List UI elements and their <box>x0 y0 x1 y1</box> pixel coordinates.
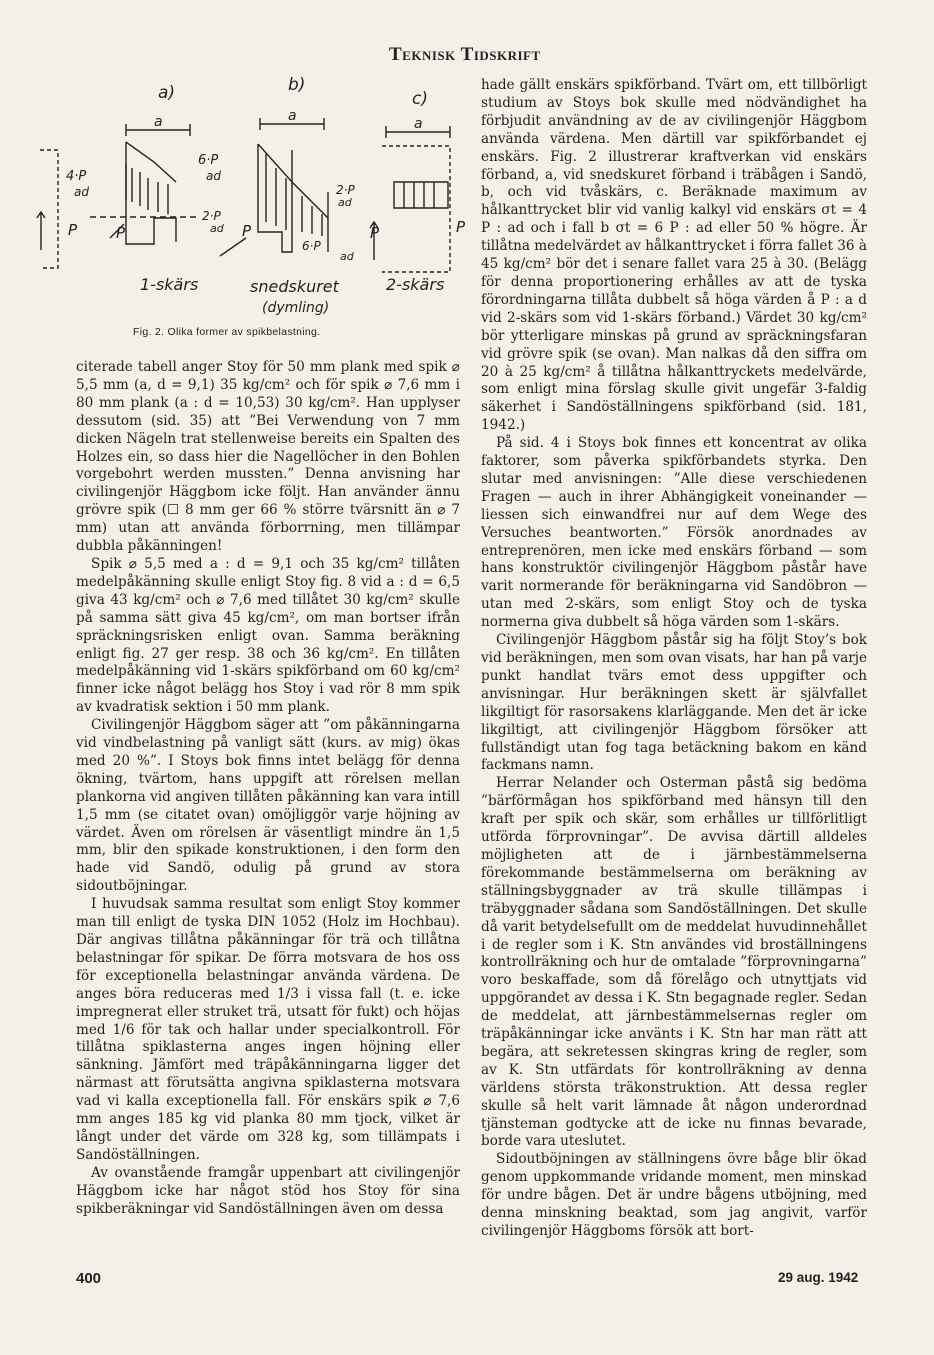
page-number: 400 <box>76 1270 102 1287</box>
load-mid2-den: ad <box>210 222 224 235</box>
label-two-shear: 2-skärs <box>386 275 445 294</box>
force-p-b: P <box>242 222 252 240</box>
figure-caption: Fig. 2. Olika former av spikbelastning. <box>133 326 321 338</box>
left-paragraph: Spik ⌀ 5,5 med a : d = 9,1 och 35 kg/cm² tillåten medelpåkänning skulle enligt Stoy fig. 8 vid a : d = 6,5 giva 43 kg/cm² och ⌀ 7,6 med tillåtet 30 kg/cm² skulle på samma sätt giva 45 kg/cm², om man bortser ifrån spräckningsrisken enligt ovan. Samma beräkning enligt fig. 27 ger resp. 38 och 36 kg/cm². En tillåten medelpåkänning vid 1-skärs spikförband om 60 kg/cm² finner icke något belägg hos Stoy i vad rör 8 mm spik av kvadratisk sektion i 50 mm plank. <box>76 555 460 716</box>
force-diagram <box>30 72 475 327</box>
right-paragraph: Civilingenjör Häggbom påstår sig ha följt Stoy’s bok vid beräkningen, men som ovan visats, har han på varje punkt handlat tvärs emot dess uppgifter och anvisningar. Hur beräkningen skett är självfallet likgiltigt för rasorsakens klarläggande. Men det är icke likgiltigt, att civilingenjör Häggbom försöker att fullständigt utan fog taga betäckning bakom en känd fackmans namn. <box>481 632 867 774</box>
panel-label-c: c) <box>412 89 428 109</box>
label-slanted-sub: (dymling) <box>262 300 330 316</box>
right-paragraph: Sidoutböjningen av ställningens övre båge blir ökad genom uppkommande vridande moment, men minskad för undre bågen. Det är undre bågens utböjning, med denna minskning beaktad, som jag angivit, varför civilingenjör Häggboms försök att bort- <box>481 1151 867 1239</box>
force-p-left: P <box>68 221 78 239</box>
label-one-shear: 1-skärs <box>140 275 199 294</box>
left-paragraph: I huvudsak samma resultat som enligt Stoy kommer man till enligt de tyska DIN 1052 (Holz im Hochbau). Där angivas tillåtna påkänningar för trä och tillåtna belastningar för spikar. De förra motsvara de hos oss för exceptionella belastningar använda värdena. De anges böra reduceras med 1/3 i vissa fall (t. e. icke impregnerat eller struket trä, utsatt för fukt) och höjas med 1/6 för tak och hallar under specialkontroll. För tillåtna spiklasterna anges ingen höjning eller sänkning. Jämfört med träpåkänningarna ligger det närmast att förutsätta angivna spiklasterna motsvara vad vi kalla exceptionella fall. För enskärs spik ⌀ 7,6 mm anges 185 kg vid planka 80 mm tjock, vilket är långt under det värde om 328 kg, som tillämpats i Sandöställningen. <box>76 896 460 1163</box>
issue-date: 29 aug. 1942 <box>778 1270 859 1285</box>
dim-a-label: a <box>154 114 163 130</box>
right-paragraph: hade gällt enskärs spikförband. Tvärt om, ett tillbörligt studium av Stoys bok skulle med nödvändighet ha förbjudit användning av de av civilingenjör Häggbom använda värdena. Men därtill var spikförbandet ej enskärs. Fig. 2 illustrerar kraftverkan vid enskärs förband, a, vid snedskuret förband i träbågen i Sandö, b, och vid tvåskärs, c. Beräknade maximum av hålkanttrycket blir vid vanlig kalkyl vid enskärs σt = 4 P : ad och i fall b σt = 6 P : ad eller 50 % högre. Är tillåtna medelvärdet av hålkanttrycket i förra fallet 36 à 45 kg/cm² bör det i senare fallet vara 25 à 30. (Belägg för denna proportionering erhålles av att de tyska förordningarna tillåta dubbelt så höga värden å P : a d vid 2-skärs som vid 1-skärs förband.) Värdet 30 kg/cm² bör ytterligare minskas på grund av spräckningsfaran vid grövre spik (se ovan). Man nalkas då den siffra om 20 à 25 kg/cm² å tillåtna hålkanttryckets medelvärde, som enligt mina förslag skulle givit ungefär 3-faldig säkerhet i Sandöställningens spikförband (sid. 181, 1942.) <box>481 77 867 434</box>
right-paragraph: Herrar Nelander och Osterman påstå sig bedöma ”bärförmågan hos spikförband med hänsyn till den kraft per spik och skär, som erhålles ur tillförlitligt utförda förprovningar”. De avvisa därtill alldeles möjligheten att de i järnbestämmelserna förekommande bestämmelserna om beräkning av ställningsbyggnader av trä skulle tillämpas i träbyggnader sådana som Sandöställningen. Det skulle då varit betydelsefullt om de meddelat huvudinnehållet i de regler som i K. Stn användes vid broställningens kontrollräkning och hur de omtalade ”förprovningarna” voro beskaffade, som då förelågo och utnyttjats vid uppgörandet av dessa i K. Stn begagnade regler. Sedan de meddelat, att järnbestämmelsernas regler om träpåkänningar icke använts i K. Stn har man rätt att begära, att sekretessen skingras kring de regler, som av K. Stn utfärdats för kontrollräkning av denna världens största träkonstruktion. Att dessa regler skulle så helt varit lämnade åt någon underordnad tjänsteman godtycke att de icke nu finnas bevarade, borde vara uteslutet. <box>481 775 867 1150</box>
load-mid-den: ad <box>206 169 221 183</box>
load-mid-num: 6·P <box>198 153 219 168</box>
journal-header: Teknisk Tidskrift <box>389 44 541 65</box>
load-c-num: 2·P <box>336 183 355 197</box>
force-p-a: P <box>116 224 126 242</box>
left-paragraph: Civilingenjör Häggbom säger att ”om påkänningarna vid vindbelastning på vanligt sätt (kurs. av mig) ökas med 20 %”. I Stoys bok finns intet belägg för denna ökning, tvärtom, hans uppgift att rörelsen mellan plankorna vid angiven tillåten påkänning kan vara intill 1,5 mm (se citatet ovan) omöjliggör varje höjning av värdet. Även om rörelsen är väsentligt mindre än 1,5 mm, blir den spikade konstruktionen, i den form den hade vid Sandö, odulig på grund av stora sidoutböjningar. <box>76 717 460 895</box>
load-mid2-num: 2·P <box>202 209 221 223</box>
left-paragraph: citerade tabell anger Stoy för 50 mm plank med spik ⌀ 5,5 mm (a, d = 9,1) 35 kg/cm² och för spik ⌀ 7,6 mm i 80 mm plank (a : d = 10,53) 30 kg/cm². Han upplyser dessutom (sid. 35) att ”Bei Verwendung von 7 mm dicken Nägeln trat stellenweise bereits ein Spalten des Holzes ein, so dass hier die Nagellöcher in den Bohlen vorgebohrt werden mussten.” Denna anvisning har civilingenjör Häggbom icke följt. Han använder ännu grövre spik (☐ 8 mm ger 66 % större tvärsnitt än ⌀ 7 mm) utan att använda förborrning, men tillämpar dubbla påkänningen! <box>76 359 460 555</box>
load-left-num: 4·P <box>66 169 87 184</box>
left-column <box>76 359 460 1219</box>
force-p-right: P <box>456 218 466 236</box>
panel-label-a: a) <box>158 83 176 103</box>
label-slanted: snedskuret <box>250 277 339 296</box>
panel-label-b: b) <box>288 75 306 95</box>
force-p-c: P <box>370 224 380 242</box>
load-b-den: ad <box>340 250 354 263</box>
right-column <box>481 77 867 1241</box>
load-b-num: 6·P <box>302 239 321 253</box>
load-c-den: ad <box>338 196 352 209</box>
left-paragraph: Av ovanstående framgår uppenbart att civilingenjör Häggbom icke har något stöd hos Stoy för sina spikberäkningar vid Sandöställningen även om dessa <box>76 1164 460 1217</box>
dim-b-label: a <box>288 108 297 124</box>
dim-c-label: a <box>414 116 423 132</box>
load-left-den: ad <box>74 185 89 199</box>
right-paragraph: På sid. 4 i Stoys bok finnes ett koncentrat av olika faktorer, som påverka spikförbandets styrka. Den slutar med anvisningen: ”Alle diese verschiedenen Fragen — auch in ihrer Abhängigkeit voneinander — liessen sich einwandfrei nur auf dem Wege des Versuches beantworten.” Försök anordnades av entreprenören, men icke med enskärs förband — som hans konstruktör civilingenjör Häggbom påstår have varit normerande för beräkningarna vid Sandöbron — utan med 2-skärs, som enligt Stoy och de tyska normerna giva dubbelt så höga värden som 1-skärs. <box>481 435 867 631</box>
